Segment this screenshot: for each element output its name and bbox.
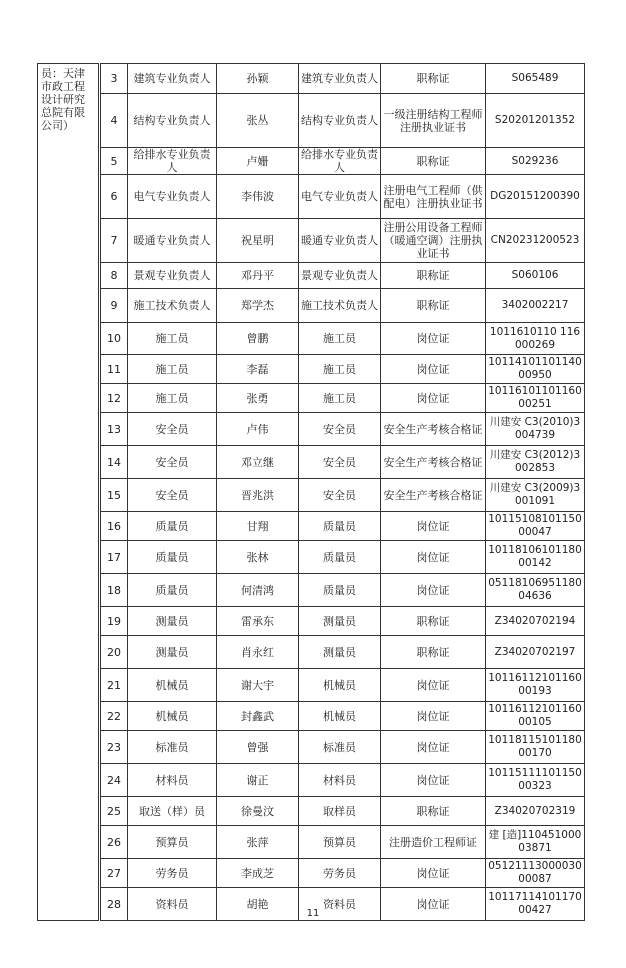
role-cell: 标准员 bbox=[128, 731, 217, 764]
table-row bbox=[38, 607, 585, 636]
post-cell: 测量员 bbox=[299, 636, 381, 669]
certificate-number-cell: 川建安 C3(2010)3004739 bbox=[486, 413, 585, 446]
post-cell: 安全员 bbox=[299, 446, 381, 479]
certificate-type-cell: 岗位证 bbox=[381, 859, 486, 888]
certificate-type-cell: 岗位证 bbox=[381, 731, 486, 764]
role-cell: 施工员 bbox=[128, 323, 217, 355]
row-number-cell: 5 bbox=[100, 148, 128, 175]
role-cell: 电气专业负责人 bbox=[128, 175, 217, 219]
post-cell: 预算员 bbox=[299, 826, 381, 859]
person-name-cell: 李伟波 bbox=[217, 175, 299, 219]
post-cell: 质量员 bbox=[299, 512, 381, 541]
role-cell: 预算员 bbox=[128, 826, 217, 859]
certificate-type-cell: 职称证 bbox=[381, 636, 486, 669]
person-name-cell: 曾强 bbox=[217, 731, 299, 764]
row-number-cell: 9 bbox=[100, 289, 128, 323]
row-number-cell: 18 bbox=[100, 574, 128, 607]
certificate-type-cell: 岗位证 bbox=[381, 541, 486, 574]
certificate-number-cell: 1011410110114000950 bbox=[486, 355, 585, 384]
role-cell: 施工员 bbox=[128, 384, 217, 413]
table-row bbox=[38, 636, 585, 669]
certificate-type-cell: 注册造价工程师证 bbox=[381, 826, 486, 859]
certificate-number-cell: 建 [造]11045100003871 bbox=[486, 826, 585, 859]
role-cell: 安全员 bbox=[128, 479, 217, 512]
post-cell: 质量员 bbox=[299, 541, 381, 574]
certificate-type-cell: 职称证 bbox=[381, 148, 486, 175]
certificate-type-cell: 岗位证 bbox=[381, 323, 486, 355]
table-row bbox=[38, 764, 585, 797]
personnel-table-sheet bbox=[37, 63, 584, 921]
organization-cell: 员：天津市政工程设计研究总院有限公司） bbox=[38, 64, 100, 921]
role-cell: 资料员 bbox=[128, 888, 217, 921]
person-name-cell: 张林 bbox=[217, 541, 299, 574]
role-cell: 安全员 bbox=[128, 446, 217, 479]
post-cell: 景观专业负责人 bbox=[299, 263, 381, 289]
row-number-cell: 17 bbox=[100, 541, 128, 574]
certificate-number-cell: S065489 bbox=[486, 64, 585, 94]
certificate-type-cell: 岗位证 bbox=[381, 512, 486, 541]
post-cell: 暖通专业负责人 bbox=[299, 219, 381, 263]
post-cell: 标准员 bbox=[299, 731, 381, 764]
person-name-cell: 晋兆洪 bbox=[217, 479, 299, 512]
table-row bbox=[38, 263, 585, 289]
certificate-number-cell: 1011811510118000170 bbox=[486, 731, 585, 764]
role-cell: 测量员 bbox=[128, 607, 217, 636]
certificate-number-cell: 1011610110 116000269 bbox=[486, 323, 585, 355]
person-name-cell: 雷承东 bbox=[217, 607, 299, 636]
person-name-cell: 李磊 bbox=[217, 355, 299, 384]
certificate-type-cell: 岗位证 bbox=[381, 764, 486, 797]
table-row bbox=[38, 446, 585, 479]
table-row bbox=[38, 702, 585, 731]
row-number-cell: 19 bbox=[100, 607, 128, 636]
certificate-number-cell: Z34020702194 bbox=[486, 607, 585, 636]
certificate-number-cell: 川建安 C3(2009)3001091 bbox=[486, 479, 585, 512]
certificate-type-cell: 注册公用设备工程师（暖通空调）注册执业证书 bbox=[381, 219, 486, 263]
row-number-cell: 28 bbox=[100, 888, 128, 921]
role-cell: 景观专业负责人 bbox=[128, 263, 217, 289]
person-name-cell: 邓丹平 bbox=[217, 263, 299, 289]
role-cell: 质量员 bbox=[128, 541, 217, 574]
person-name-cell: 肖永红 bbox=[217, 636, 299, 669]
row-number-cell: 3 bbox=[100, 64, 128, 94]
row-number-cell: 13 bbox=[100, 413, 128, 446]
person-name-cell: 孙颖 bbox=[217, 64, 299, 94]
post-cell: 材料员 bbox=[299, 764, 381, 797]
table-row bbox=[38, 94, 585, 148]
row-number-cell: 26 bbox=[100, 826, 128, 859]
post-cell: 给排水专业负责人 bbox=[299, 148, 381, 175]
role-cell: 材料员 bbox=[128, 764, 217, 797]
table-row bbox=[38, 797, 585, 826]
certificate-number-cell: 1011711410117000427 bbox=[486, 888, 585, 921]
row-number-cell: 16 bbox=[100, 512, 128, 541]
table-row bbox=[38, 413, 585, 446]
table-row bbox=[38, 574, 585, 607]
role-cell: 施工员 bbox=[128, 355, 217, 384]
person-name-cell: 李成芝 bbox=[217, 859, 299, 888]
table-row bbox=[38, 323, 585, 355]
row-number-cell: 24 bbox=[100, 764, 128, 797]
certificate-number-cell: 1011510810115000047 bbox=[486, 512, 585, 541]
row-number-cell: 22 bbox=[100, 702, 128, 731]
post-cell: 施工技术负责人 bbox=[299, 289, 381, 323]
role-cell: 机械员 bbox=[128, 702, 217, 731]
role-cell: 给排水专业负责人 bbox=[128, 148, 217, 175]
post-cell: 测量员 bbox=[299, 607, 381, 636]
person-name-cell: 甘翔 bbox=[217, 512, 299, 541]
table-row bbox=[38, 826, 585, 859]
table-body bbox=[38, 64, 585, 921]
certificate-number-cell: S060106 bbox=[486, 263, 585, 289]
row-number-cell: 25 bbox=[100, 797, 128, 826]
person-name-cell: 张萍 bbox=[217, 826, 299, 859]
post-cell: 建筑专业负责人 bbox=[299, 64, 381, 94]
certificate-type-cell: 岗位证 bbox=[381, 574, 486, 607]
certificate-type-cell: 职称证 bbox=[381, 607, 486, 636]
row-number-cell: 12 bbox=[100, 384, 128, 413]
table-row bbox=[38, 64, 585, 94]
table-row bbox=[38, 289, 585, 323]
certificate-number-cell: Z34020702197 bbox=[486, 636, 585, 669]
row-number-cell: 15 bbox=[100, 479, 128, 512]
row-number-cell: 23 bbox=[100, 731, 128, 764]
certificate-number-cell: DG20151200390 bbox=[486, 175, 585, 219]
role-cell: 安全员 bbox=[128, 413, 217, 446]
table-row bbox=[38, 384, 585, 413]
certificate-type-cell: 职称证 bbox=[381, 263, 486, 289]
certificate-type-cell: 安全生产考核合格证 bbox=[381, 479, 486, 512]
table-row bbox=[38, 148, 585, 175]
row-number-cell: 8 bbox=[100, 263, 128, 289]
row-number-cell: 14 bbox=[100, 446, 128, 479]
row-number-cell: 20 bbox=[100, 636, 128, 669]
role-cell: 建筑专业负责人 bbox=[128, 64, 217, 94]
table-row bbox=[38, 512, 585, 541]
certificate-number-cell: S20201201352 bbox=[486, 94, 585, 148]
certificate-number-cell: 0512111300003000087 bbox=[486, 859, 585, 888]
certificate-type-cell: 岗位证 bbox=[381, 355, 486, 384]
certificate-number-cell: 川建安 C3(2012)3002853 bbox=[486, 446, 585, 479]
table-row bbox=[38, 219, 585, 263]
certificate-number-cell: S029236 bbox=[486, 148, 585, 175]
row-number-cell: 6 bbox=[100, 175, 128, 219]
certificate-type-cell: 岗位证 bbox=[381, 384, 486, 413]
person-name-cell: 祝星明 bbox=[217, 219, 299, 263]
role-cell: 劳务员 bbox=[128, 859, 217, 888]
role-cell: 质量员 bbox=[128, 574, 217, 607]
person-name-cell: 曾鹏 bbox=[217, 323, 299, 355]
table-row bbox=[38, 541, 585, 574]
table-row bbox=[38, 355, 585, 384]
person-name-cell: 谢正 bbox=[217, 764, 299, 797]
post-cell: 电气专业负责人 bbox=[299, 175, 381, 219]
person-name-cell: 封鑫武 bbox=[217, 702, 299, 731]
post-cell: 安全员 bbox=[299, 479, 381, 512]
post-cell: 施工员 bbox=[299, 384, 381, 413]
person-name-cell: 张丛 bbox=[217, 94, 299, 148]
certificate-type-cell: 职称证 bbox=[381, 797, 486, 826]
table-row bbox=[38, 731, 585, 764]
person-name-cell: 张勇 bbox=[217, 384, 299, 413]
person-name-cell: 郑学杰 bbox=[217, 289, 299, 323]
certificate-type-cell: 一级注册结构工程师注册执业证书 bbox=[381, 94, 486, 148]
post-cell: 劳务员 bbox=[299, 859, 381, 888]
person-name-cell: 徐曼汶 bbox=[217, 797, 299, 826]
certificate-number-cell: 3402002217 bbox=[486, 289, 585, 323]
certificate-number-cell: 1011611210116000193 bbox=[486, 669, 585, 702]
page-number: 11 bbox=[306, 908, 320, 919]
role-cell: 暖通专业负责人 bbox=[128, 219, 217, 263]
person-name-cell: 邓立继 bbox=[217, 446, 299, 479]
certificate-type-cell: 安全生产考核合格证 bbox=[381, 413, 486, 446]
certificate-type-cell: 职称证 bbox=[381, 64, 486, 94]
post-cell: 安全员 bbox=[299, 413, 381, 446]
table-row bbox=[38, 669, 585, 702]
role-cell: 质量员 bbox=[128, 512, 217, 541]
certificate-type-cell: 岗位证 bbox=[381, 702, 486, 731]
role-cell: 结构专业负责人 bbox=[128, 94, 217, 148]
certificate-type-cell: 岗位证 bbox=[381, 669, 486, 702]
certificate-type-cell: 安全生产考核合格证 bbox=[381, 446, 486, 479]
person-name-cell: 卢伟 bbox=[217, 413, 299, 446]
post-cell: 机械员 bbox=[299, 669, 381, 702]
certificate-number-cell: Z34020702319 bbox=[486, 797, 585, 826]
certificate-number-cell: 1011511110115000323 bbox=[486, 764, 585, 797]
certificate-number-cell: 1011611210116000105 bbox=[486, 702, 585, 731]
row-number-cell: 7 bbox=[100, 219, 128, 263]
certificate-type-cell: 职称证 bbox=[381, 289, 486, 323]
role-cell: 机械员 bbox=[128, 669, 217, 702]
certificate-type-cell: 注册电气工程师（供配电）注册执业证书 bbox=[381, 175, 486, 219]
post-cell: 机械员 bbox=[299, 702, 381, 731]
personnel-table bbox=[37, 63, 585, 921]
row-number-cell: 10 bbox=[100, 323, 128, 355]
row-number-cell: 21 bbox=[100, 669, 128, 702]
post-cell: 结构专业负责人 bbox=[299, 94, 381, 148]
table-row bbox=[38, 859, 585, 888]
role-cell: 测量员 bbox=[128, 636, 217, 669]
person-name-cell: 谢大宇 bbox=[217, 669, 299, 702]
certificate-type-cell: 岗位证 bbox=[381, 888, 486, 921]
person-name-cell: 卢姗 bbox=[217, 148, 299, 175]
post-cell: 施工员 bbox=[299, 323, 381, 355]
certificate-number-cell: 0511810695118004636 bbox=[486, 574, 585, 607]
post-cell: 资料员 bbox=[299, 888, 381, 921]
person-name-cell: 何清鸿 bbox=[217, 574, 299, 607]
certificate-number-cell: CN20231200523 bbox=[486, 219, 585, 263]
row-number-cell: 27 bbox=[100, 859, 128, 888]
table-row bbox=[38, 479, 585, 512]
row-number-cell: 11 bbox=[100, 355, 128, 384]
row-number-cell: 4 bbox=[100, 94, 128, 148]
post-cell: 施工员 bbox=[299, 355, 381, 384]
certificate-number-cell: 1011610110116000251 bbox=[486, 384, 585, 413]
person-name-cell: 胡艳 bbox=[217, 888, 299, 921]
role-cell: 取送（样）员 bbox=[128, 797, 217, 826]
certificate-number-cell: 1011810610118000142 bbox=[486, 541, 585, 574]
table-row bbox=[38, 175, 585, 219]
role-cell: 施工技术负责人 bbox=[128, 289, 217, 323]
post-cell: 取样员 bbox=[299, 797, 381, 826]
post-cell: 质量员 bbox=[299, 574, 381, 607]
